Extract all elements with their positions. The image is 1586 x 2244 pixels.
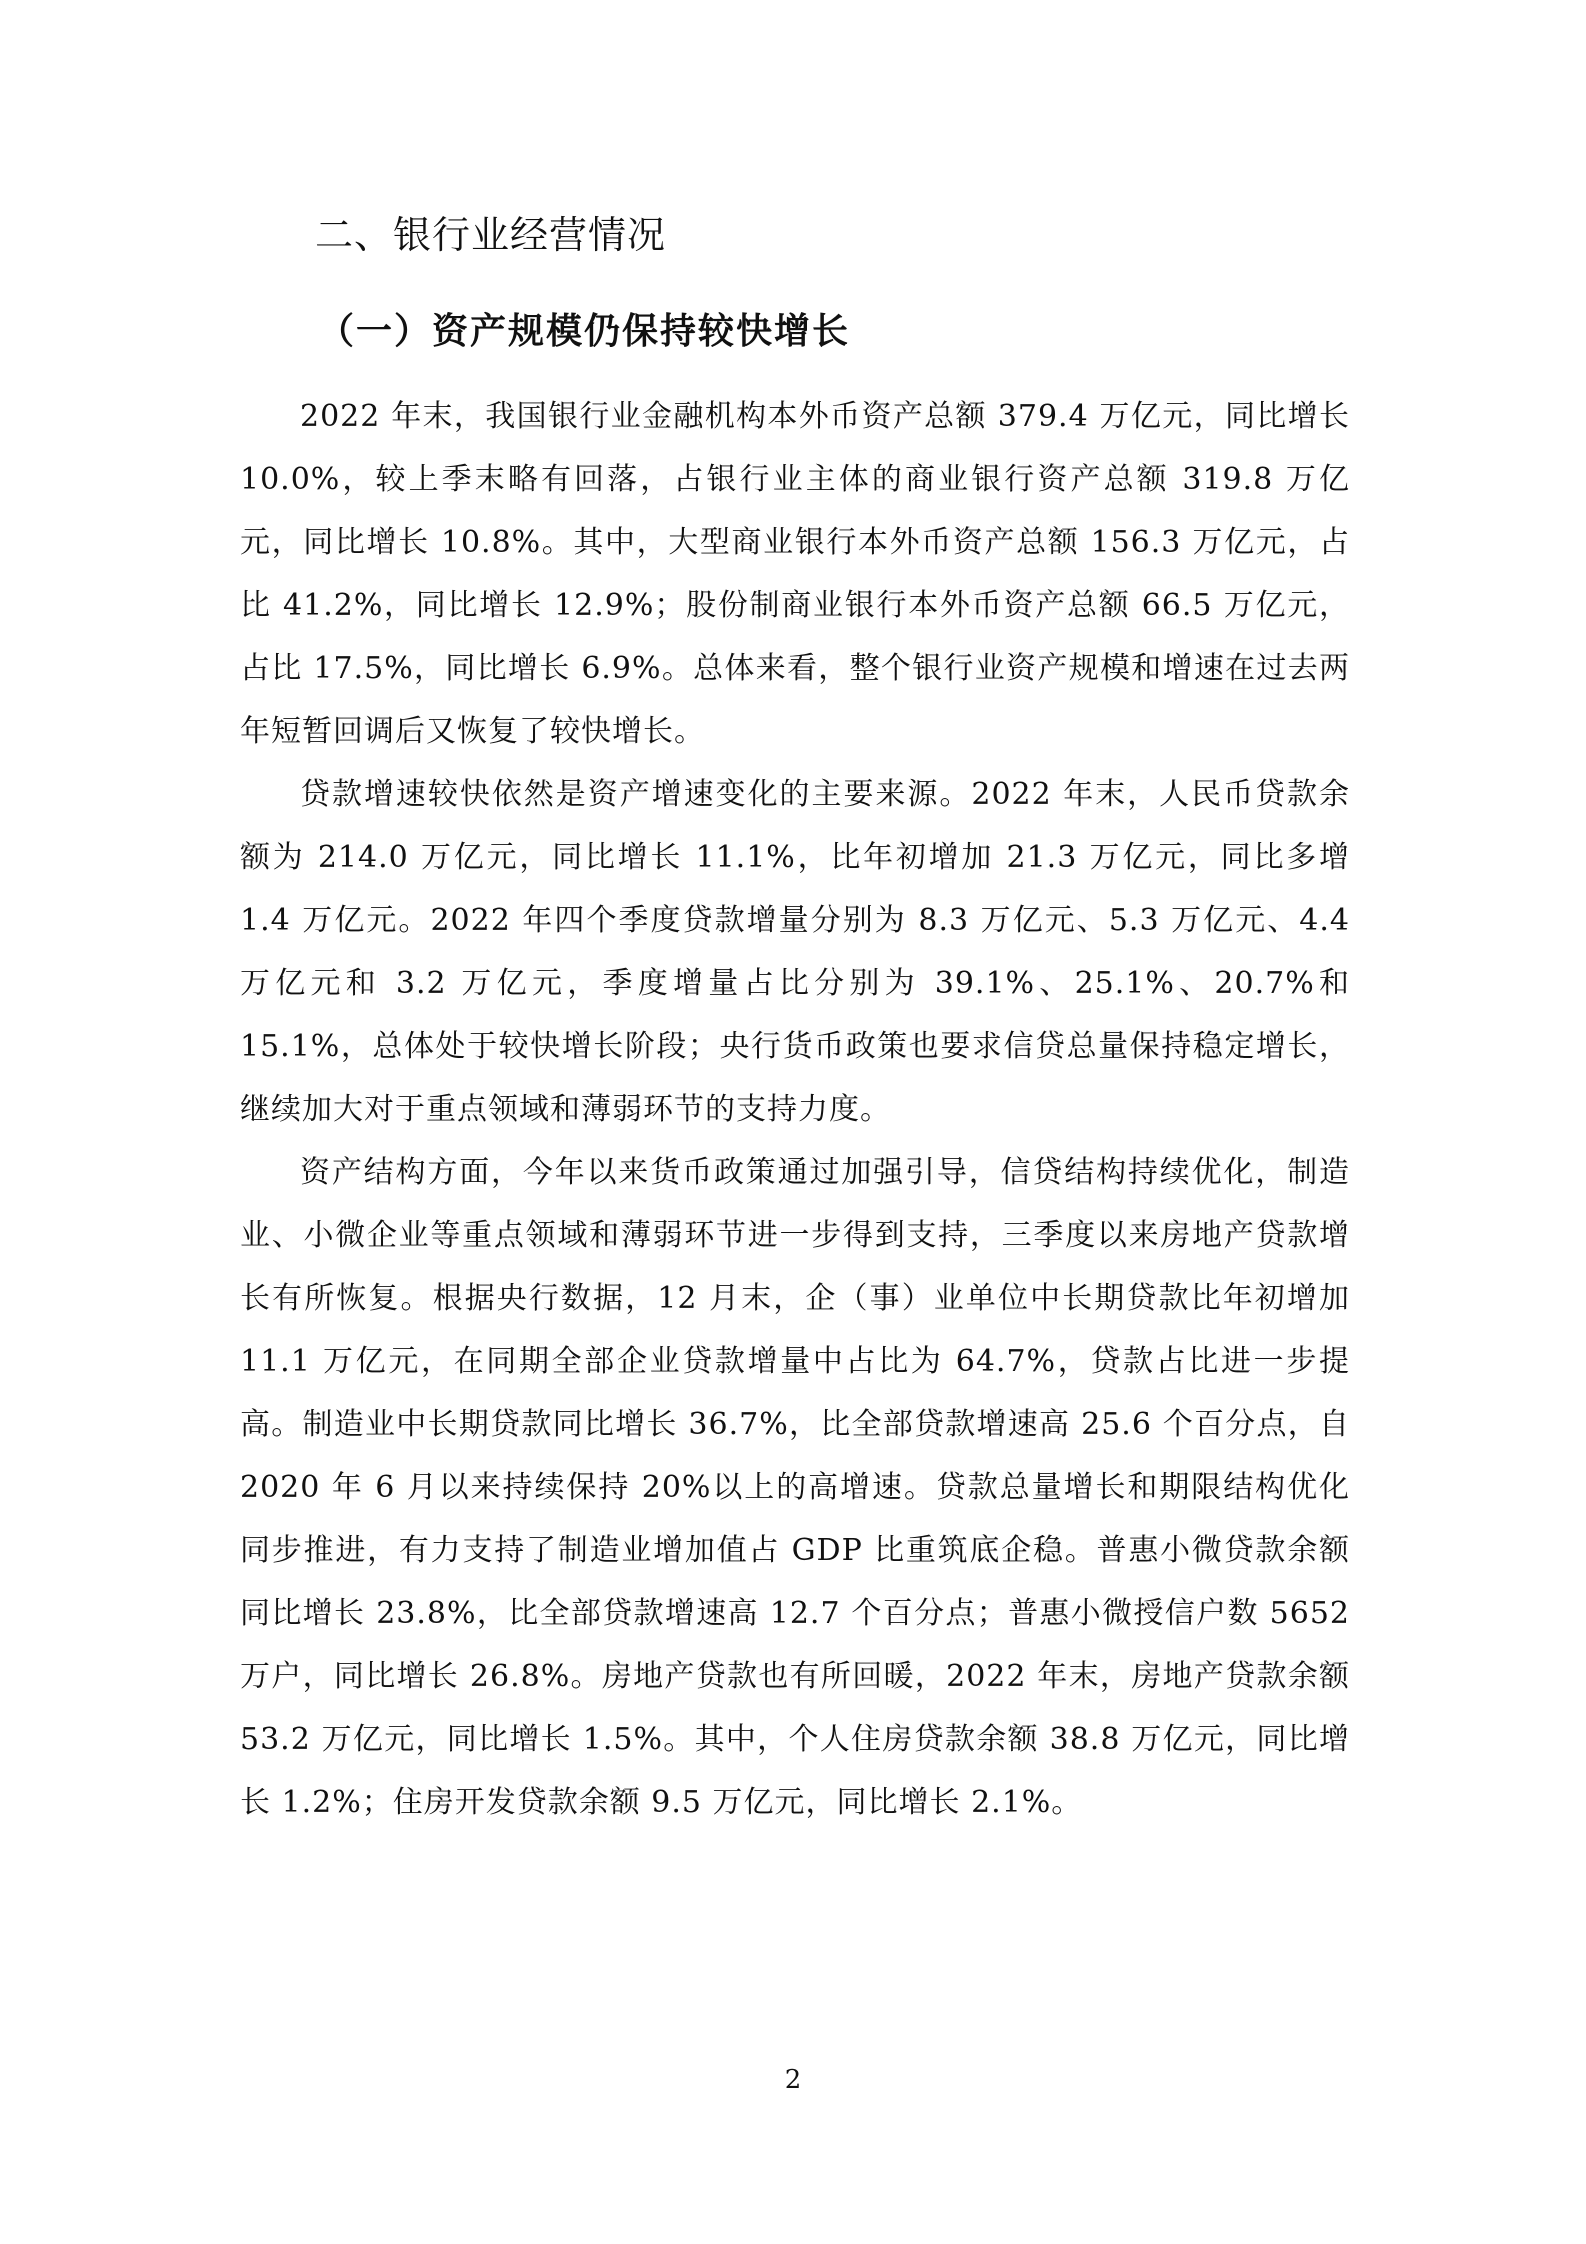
- paragraph-asset-scale: 2022 年末，我国银行业金融机构本外币资产总额 379.4 万亿元，同比增长 10.0%，较上季末略有回落，占银行业主体的商业银行资产总额 319.8 万亿元，同比增长 10.8%。其中，大型商业银行本外币资产总额 156.3 万亿元，占比 41.2%，同比增长 12.9%；股份制商业银行本外币资产总额 66.5 万亿元，占比 17.5%，同比增长 6.9%。总体来看，整个银行业资产规模和增速在过去两年短暂回调后又恢复了较快增长。: [240, 399, 1350, 749]
- sub-heading: （一）资产规模仍保持较快增长: [318, 311, 851, 352]
- body-text: [240, 385, 1350, 1834]
- section-heading: 二、银行业经营情况: [315, 213, 667, 257]
- paragraph-asset-structure: 资产结构方面，今年以来货币政策通过加强引导，信贷结构持续优化，制造业、小微企业等重点领域和薄弱环节进一步得到支持，三季度以来房地产贷款增长有所恢复。根据央行数据，12 月末，企（事）业单位中长期贷款比年初增加 11.1 万亿元，在同期全部企业贷款增量中占比为 64.7%，贷款占比进一步提高。制造业中长期贷款同比增长 36.7%，比全部贷款增速高 25.6 个百分点，自 2020 年 6 月以来持续保持 20%以上的高增速。贷款总量增长和期限结构优化同步推进，有力支持了制造业增加值占 GDP 比重筑底企稳。普惠小微贷款余额同比增长 23.8%，比全部贷款增速高 12.7 个百分点；普惠小微授信户数 5652 万户，同比增长 26.8%。房地产贷款也有所回暖，2022 年末，房地产贷款余额 53.2 万亿元，同比增长 1.5%。其中，个人住房贷款余额 38.8 万亿元，同比增长 1.2%；住房开发贷款余额 9.5 万亿元，同比增长 2.1%。: [240, 1155, 1350, 1820]
- paragraph-loan-growth: 贷款增速较快依然是资产增速变化的主要来源。2022 年末，人民币贷款余额为 214.0 万亿元，同比增长 11.1%，比年初增加 21.3 万亿元，同比多增 1.4 万亿元。2022 年四个季度贷款增量分别为 8.3 万亿元、5.3 万亿元、4.4 万亿元和 3.2 万亿元，季度增量占比分别为 39.1%、25.1%、20.7%和 15.1%，总体处于较快增长阶段；央行货币政策也要求信贷总量保持稳定增长，继续加大对于重点领域和薄弱环节的支持力度。: [240, 777, 1350, 1127]
- page-number: 2: [784, 2065, 802, 2095]
